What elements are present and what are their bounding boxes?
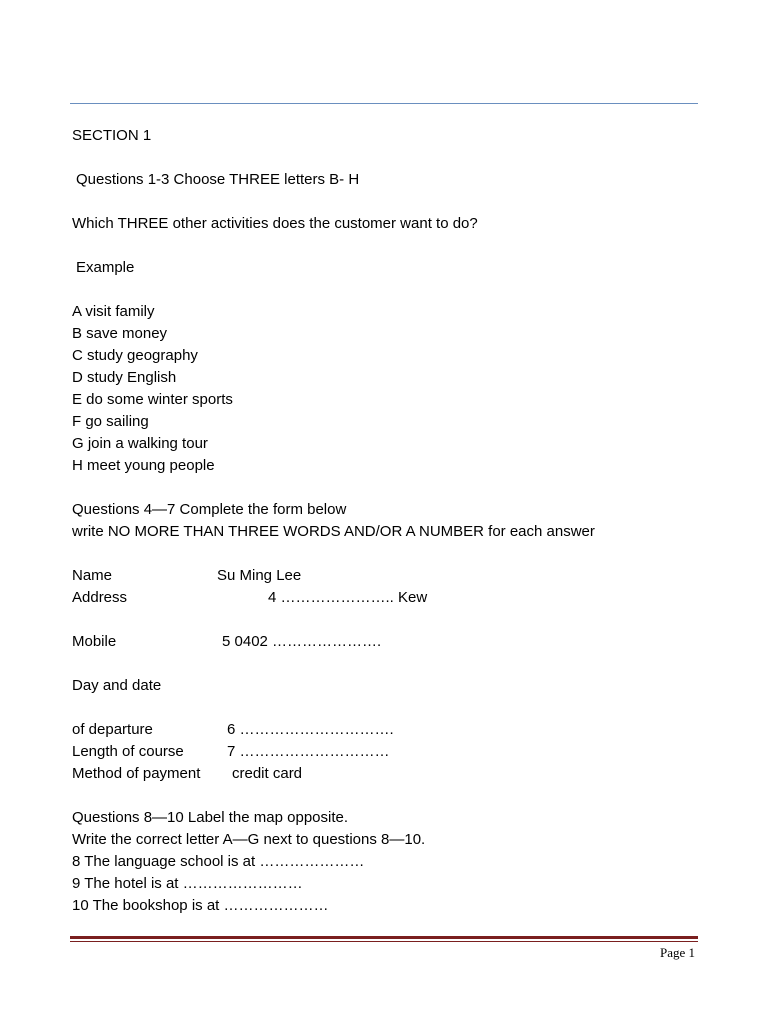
section-title: SECTION 1 xyxy=(72,127,152,144)
option-item: G join a walking tour xyxy=(72,435,208,452)
questions-4-7-heading: Questions 4—7 Complete the form below xyxy=(72,501,347,518)
questions-4-7-instruction: write NO MORE THAN THREE WORDS AND/OR A NUMBER for each answer xyxy=(72,523,595,540)
form-row-name xyxy=(72,565,712,587)
form-row-day-date xyxy=(72,675,712,697)
option-item: A visit family xyxy=(72,303,155,320)
day-date-label: Day and date xyxy=(72,677,162,694)
questions-8-10-heading: Questions 8—10 Label the map opposite. xyxy=(72,809,349,826)
form-row-departure xyxy=(72,719,712,741)
form-row-address xyxy=(72,587,712,609)
questions-8-10-instruction: Write the correct letter A—G next to questions 8—10. xyxy=(72,831,426,848)
option-item: C study geography xyxy=(72,347,198,364)
option-item: E do some winter sports xyxy=(72,391,233,408)
name-label: Name xyxy=(72,567,113,584)
map-question-item: 10 The bookshop is at ………………… xyxy=(72,897,329,914)
address-label: Address xyxy=(72,589,128,606)
map-question-item: 9 The hotel is at …………………… xyxy=(72,875,303,892)
page-number: Page 1 xyxy=(659,945,695,960)
header-rule xyxy=(70,103,698,104)
mobile-value: 5 0402 …………………. xyxy=(222,633,382,650)
booking-form xyxy=(72,565,712,785)
length-label: Length of course xyxy=(72,743,184,760)
address-value: 4 ………………….. Kew xyxy=(268,589,428,606)
footer-rule-thin xyxy=(70,941,698,942)
payment-value: credit card xyxy=(232,765,303,782)
option-item: B save money xyxy=(72,325,168,342)
form-row-payment xyxy=(72,763,712,785)
form-row-length xyxy=(72,741,712,763)
mobile-label: Mobile xyxy=(72,633,117,650)
length-value: 7 ………………………… xyxy=(227,743,390,760)
payment-label: Method of payment xyxy=(72,765,201,782)
document-body xyxy=(72,125,712,917)
map-question-item: 8 The language school is at ………………… xyxy=(72,853,365,870)
option-item: F go sailing xyxy=(72,413,149,430)
questions-1-3-prompt: Which THREE other activities does the customer want to do? xyxy=(72,215,478,232)
option-item: D study English xyxy=(72,369,177,386)
activity-options-list xyxy=(72,301,712,477)
departure-label: of departure xyxy=(72,721,153,738)
option-item: H meet young people xyxy=(72,457,215,474)
example-label: Example xyxy=(76,259,135,276)
footer-rule-thick xyxy=(70,936,698,939)
departure-value: 6 …………………………. xyxy=(227,721,394,738)
form-row-mobile xyxy=(72,631,712,653)
questions-1-3-heading: Questions 1-3 Choose THREE letters B- H xyxy=(76,171,360,188)
name-value: Su Ming Lee xyxy=(217,567,302,584)
